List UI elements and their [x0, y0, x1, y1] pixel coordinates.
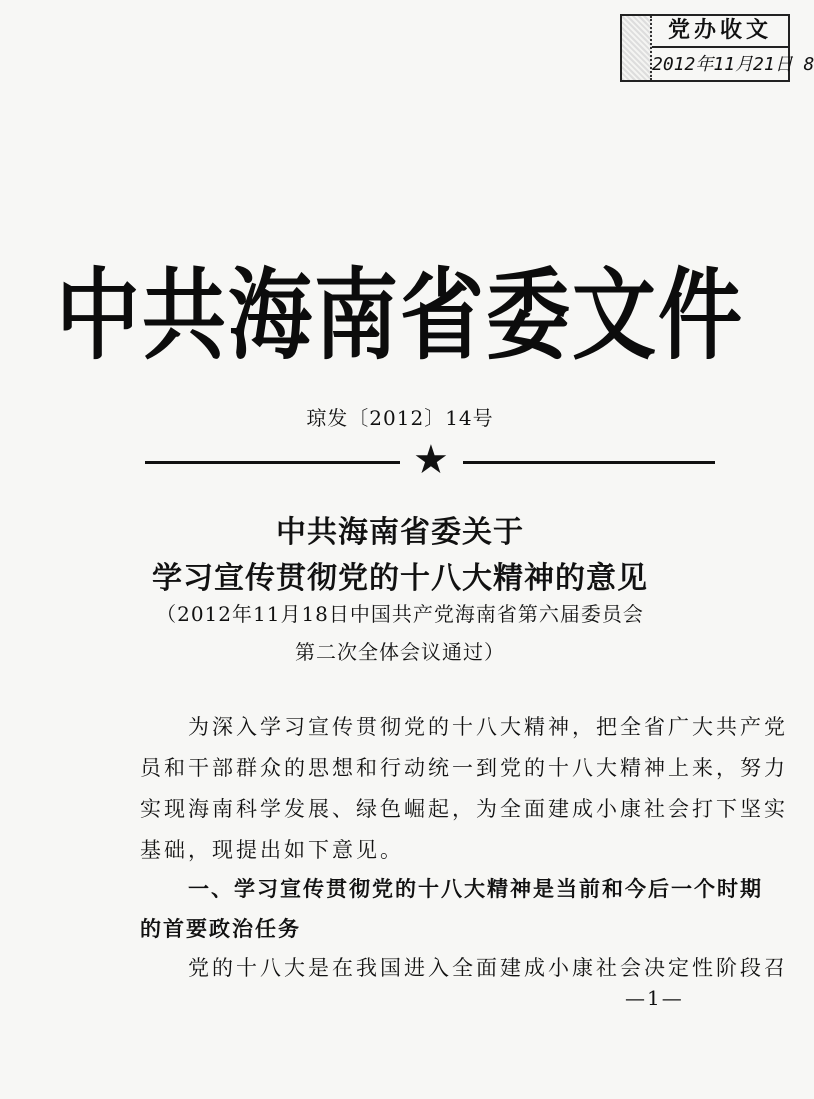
- adoption-note-line-1: （2012年11月18日中国共产党海南省第六届委员会: [156, 602, 644, 626]
- section-heading-1-line-2: 的首要政治任务: [140, 917, 301, 941]
- star-icon: ★: [413, 437, 449, 483]
- page-number: —1—: [625, 986, 684, 1010]
- document-header-title: 中共海南省委文件: [55, 257, 744, 373]
- document-title-line-1: 中共海南省委关于: [276, 515, 524, 550]
- receipt-stamp: [620, 14, 814, 82]
- stamp-office-label: 党办收文: [652, 16, 788, 48]
- adoption-note-line-2: 第二次全体会议通过）: [295, 640, 505, 664]
- header-separator: [145, 437, 715, 483]
- stamp-seal-strip: [622, 16, 652, 80]
- section-heading-1-line-1: 一、学习宣传贯彻党的十八大精神是当前和今后一个时期: [188, 877, 763, 901]
- separator-line-left: [145, 461, 400, 464]
- body-paragraph-1-line-2: 员和干部群众的思想和行动统一到党的十八大精神上来，努力: [140, 756, 788, 780]
- document-number: 琼发〔2012〕14号: [306, 406, 494, 430]
- body-paragraph-1-line-4: 基础，现提出如下意见。: [140, 838, 404, 862]
- document-title-line-2: 学习宣传贯彻党的十八大精神的意见: [152, 561, 648, 596]
- body-paragraph-2-line-1: 党的十八大是在我国进入全面建成小康社会决定性阶段召: [188, 956, 788, 980]
- body-paragraph-1-line-1: 为深入学习宣传贯彻党的十八大精神，把全省广大共产党: [188, 715, 788, 739]
- stamp-date: 2012年11月21日 8: [652, 54, 814, 75]
- separator-line-right: [463, 461, 715, 464]
- body-paragraph-1-line-3: 实现海南科学发展、绿色崛起，为全面建成小康社会打下坚实: [140, 797, 788, 821]
